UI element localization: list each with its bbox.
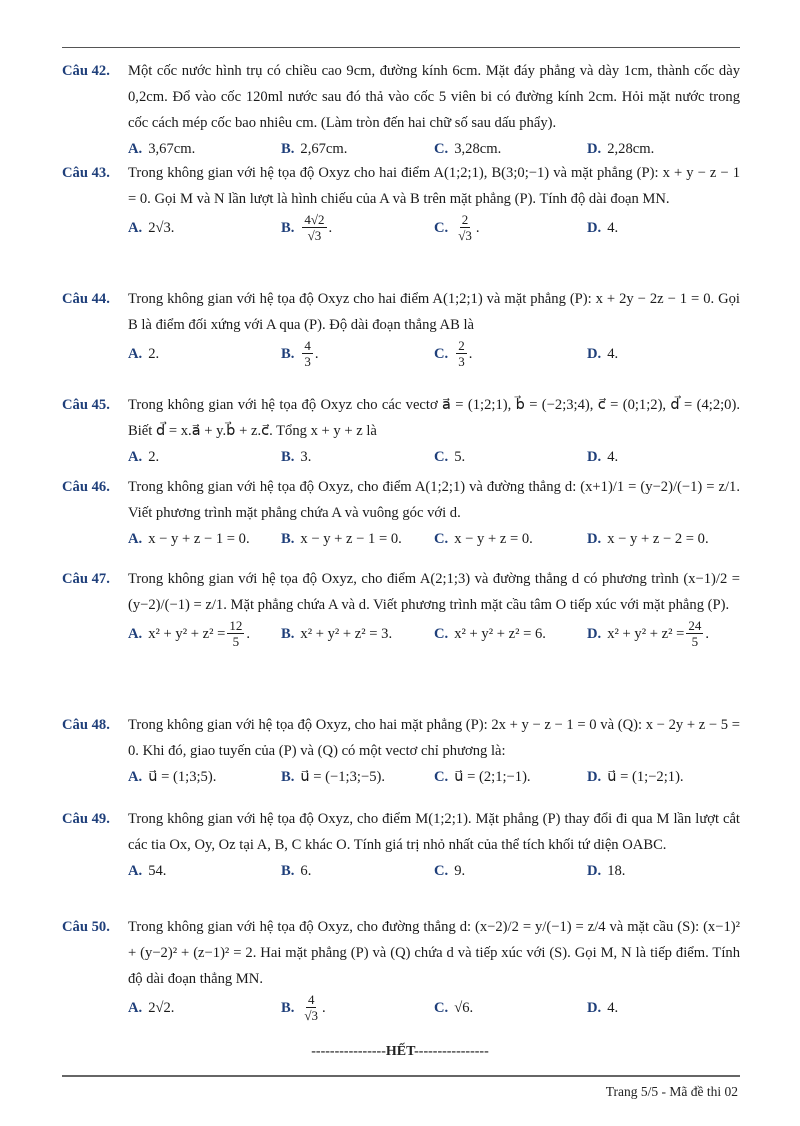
question-label: Câu 47. bbox=[62, 571, 110, 587]
fraction bbox=[302, 338, 313, 369]
answer-options bbox=[128, 858, 740, 884]
answer-options bbox=[128, 444, 740, 470]
option-value: u⃗ = (1;3;5). bbox=[148, 769, 217, 785]
option-label: C. bbox=[434, 531, 449, 547]
option-label: D. bbox=[587, 999, 602, 1016]
fraction-numerator: 2 bbox=[458, 338, 465, 353]
option-prefix: x² + y² + z² = bbox=[148, 625, 226, 642]
fraction bbox=[686, 618, 703, 649]
option-label: C. bbox=[434, 999, 449, 1016]
option-suffix: . bbox=[705, 625, 709, 642]
fraction-numerator: 12 bbox=[229, 618, 243, 633]
option-label: B. bbox=[281, 999, 295, 1016]
fraction bbox=[456, 338, 467, 369]
answer-options bbox=[128, 526, 740, 552]
option-c bbox=[434, 212, 587, 243]
fraction-denominator: 5 bbox=[232, 634, 240, 649]
option-value: 4. bbox=[607, 345, 619, 362]
option-value: 5. bbox=[454, 449, 466, 465]
option-label: C. bbox=[434, 219, 449, 236]
option-value: u⃗ = (2;1;−1). bbox=[454, 769, 531, 785]
question-label: Câu 48. bbox=[62, 717, 110, 733]
option-c bbox=[434, 764, 587, 790]
answer-options bbox=[128, 212, 740, 243]
option-suffix: . bbox=[246, 625, 250, 642]
option-label: B. bbox=[281, 769, 295, 785]
option-value: 2,28cm. bbox=[607, 141, 655, 157]
fraction bbox=[302, 212, 326, 243]
option-label: D. bbox=[587, 625, 602, 642]
fraction-denominator: √3 bbox=[307, 228, 322, 243]
question-label: Câu 42. bbox=[62, 63, 110, 79]
option-b bbox=[281, 444, 434, 470]
option-label: B. bbox=[281, 625, 295, 642]
question-label: Câu 46. bbox=[62, 479, 110, 495]
option-a bbox=[128, 338, 281, 369]
option-label: B. bbox=[281, 531, 295, 547]
option-c bbox=[434, 618, 587, 649]
option-suffix: . bbox=[475, 219, 480, 236]
question-44 bbox=[62, 286, 740, 369]
fraction-numerator: 24 bbox=[688, 618, 702, 633]
option-d bbox=[587, 618, 740, 649]
option-d bbox=[587, 764, 740, 790]
option-label: C. bbox=[434, 345, 449, 362]
question-text: Một cốc nước hình trụ có chiều cao 9cm, đường kính 6cm. Mặt đáy phẳng và dày 1cm, thành cốc dày 0,2cm. Đổ vào cốc 120ml nước sau đó thả vào cốc 5 viên bi có đường kính 2cm. Hỏi mặt nước trong cốc cách mép cốc bao nhiêu cm. (Làm tròn đến hai chữ số sau dấu phẩy). bbox=[128, 63, 740, 131]
question-text: Trong không gian với hệ tọa độ Oxyz, cho điểm A(2;1;3) và đường thẳng d có phương trình (x−1)/2 = (y−2)/(−1) = z/1. Mặt phẳng chứa A và d. Viết phương trình mặt cầu tâm O tiếp xúc với mặt phẳng (P). bbox=[128, 571, 740, 613]
question-text: Trong không gian với hệ tọa độ Oxyz, cho hai mặt phẳng (P): 2x + y − z − 1 = 0 và (Q): x − 2y + z − 5 = 0. Khi đó, giao tuyến của (P) và (Q) có một vectơ chỉ phương là: bbox=[128, 717, 740, 759]
option-suffix: . bbox=[322, 999, 326, 1016]
option-value: 2√2. bbox=[148, 999, 175, 1016]
fraction-numerator: 4 bbox=[307, 992, 315, 1007]
option-label: C. bbox=[434, 625, 449, 642]
option-d bbox=[587, 526, 740, 552]
option-value: 6. bbox=[300, 863, 312, 879]
option-b bbox=[281, 618, 434, 649]
option-c bbox=[434, 992, 587, 1023]
option-label: A. bbox=[128, 345, 143, 362]
fraction-denominator: 5 bbox=[691, 634, 699, 649]
option-label: A. bbox=[128, 531, 143, 547]
option-c bbox=[434, 444, 587, 470]
option-label: A. bbox=[128, 863, 143, 879]
answer-options bbox=[128, 136, 740, 162]
option-value: x − y + z − 2 = 0. bbox=[607, 531, 709, 547]
option-a bbox=[128, 764, 281, 790]
option-label: D. bbox=[587, 531, 602, 547]
top-rule bbox=[62, 47, 740, 48]
question-label: Câu 45. bbox=[62, 397, 110, 413]
option-value: 3,67cm. bbox=[148, 141, 196, 157]
option-d bbox=[587, 338, 740, 369]
fraction-numerator: 4 bbox=[304, 338, 311, 353]
option-label: C. bbox=[434, 863, 449, 879]
option-a bbox=[128, 444, 281, 470]
option-value: 2√3. bbox=[148, 219, 175, 236]
option-value: 3,28cm. bbox=[454, 141, 502, 157]
option-b bbox=[281, 764, 434, 790]
option-label: D. bbox=[587, 769, 602, 785]
option-b bbox=[281, 136, 434, 162]
option-label: A. bbox=[128, 769, 143, 785]
option-label: D. bbox=[587, 345, 602, 362]
answer-options bbox=[128, 764, 740, 790]
option-value: u⃗ = (1;−2;1). bbox=[607, 769, 684, 785]
option-value: x − y + z = 0. bbox=[454, 531, 533, 547]
option-label: B. bbox=[281, 345, 295, 362]
option-label: C. bbox=[434, 141, 449, 157]
question-45 bbox=[62, 392, 740, 470]
question-49 bbox=[62, 806, 740, 884]
option-value: √6. bbox=[454, 999, 474, 1016]
option-value: 2. bbox=[148, 345, 160, 362]
option-label: D. bbox=[587, 449, 602, 465]
question-label: Câu 49. bbox=[62, 811, 110, 827]
option-c bbox=[434, 338, 587, 369]
option-label: B. bbox=[281, 219, 295, 236]
option-suffix: . bbox=[328, 219, 333, 236]
answer-options bbox=[128, 992, 740, 1023]
fraction-denominator: 3 bbox=[304, 354, 311, 369]
option-label: A. bbox=[128, 219, 143, 236]
option-label: D. bbox=[587, 219, 602, 236]
question-label: Câu 43. bbox=[62, 165, 110, 181]
option-d bbox=[587, 212, 740, 243]
option-label: B. bbox=[281, 141, 295, 157]
question-47 bbox=[62, 566, 740, 649]
option-value: x² + y² + z² = 3. bbox=[300, 625, 393, 642]
option-label: B. bbox=[281, 863, 295, 879]
fraction-denominator: √3 bbox=[304, 1008, 319, 1023]
fraction-denominator: 3 bbox=[458, 354, 465, 369]
option-value: 4. bbox=[607, 999, 619, 1016]
option-label: D. bbox=[587, 863, 602, 879]
answer-options bbox=[128, 338, 740, 369]
option-c bbox=[434, 526, 587, 552]
option-a bbox=[128, 212, 281, 243]
option-label: C. bbox=[434, 449, 449, 465]
option-d bbox=[587, 858, 740, 884]
question-label: Câu 50. bbox=[62, 919, 110, 935]
fraction bbox=[227, 618, 244, 649]
option-value: 4. bbox=[607, 219, 619, 236]
option-value: 2. bbox=[148, 449, 160, 465]
option-d bbox=[587, 992, 740, 1023]
question-text: Trong không gian với hệ tọa độ Oxyz, cho điểm M(1;2;1). Mặt phẳng (P) thay đổi đi qua M lần lượt cắt các tia Ox, Oy, Oz tại A, B, C khác O. Tính giá trị nhỏ nhất của thể tích khối tứ diện OABC. bbox=[128, 811, 740, 853]
option-a bbox=[128, 618, 281, 649]
option-d bbox=[587, 136, 740, 162]
option-a bbox=[128, 858, 281, 884]
option-b bbox=[281, 992, 434, 1023]
fraction-numerator: 4√2 bbox=[304, 212, 325, 227]
question-text: Trong không gian với hệ tọa độ Oxyz, cho điểm A(1;2;1) và đường thẳng d: (x+1)/1 = (y−2)/(−1) = z/1. Viết phương trình mặt phẳng chứa A và vuông góc với d. bbox=[128, 479, 740, 521]
option-value: u⃗ = (−1;3;−5). bbox=[300, 769, 385, 785]
option-value: 18. bbox=[607, 863, 626, 879]
option-d bbox=[587, 444, 740, 470]
question-42 bbox=[62, 58, 740, 162]
question-text: Trong không gian với hệ tọa độ Oxyz, cho đường thẳng d: (x−2)/2 = y/(−1) = z/4 và mặt cầu (S): (x−1)² + (y−2)² + (z−1)² = 2. Hai mặt phẳng (P) và (Q) chứa d và tiếp xúc với (S). Gọi M, N là tiếp điểm. Tính độ dài đoạn thẳng MN. bbox=[128, 919, 740, 987]
option-label: A. bbox=[128, 449, 143, 465]
question-48 bbox=[62, 712, 740, 790]
option-prefix: x² + y² + z² = bbox=[607, 625, 685, 642]
option-b bbox=[281, 526, 434, 552]
question-label: Câu 44. bbox=[62, 291, 110, 307]
question-50 bbox=[62, 914, 740, 1023]
option-b bbox=[281, 858, 434, 884]
option-value: x² + y² + z² = 6. bbox=[454, 625, 546, 642]
fraction-denominator: √3 bbox=[458, 228, 472, 243]
option-value: x − y + z − 1 = 0. bbox=[148, 531, 250, 547]
fraction bbox=[456, 212, 474, 243]
question-text: Trong không gian với hệ tọa độ Oxyz cho hai điểm A(1;2;1) và mặt phẳng (P): x + 2y − 2z − 1 = 0. Gọi B là điểm đối xứng với A qua (P). Độ dài đoạn thẳng AB là bbox=[128, 291, 740, 333]
fraction-numerator: 2 bbox=[461, 212, 469, 227]
option-b bbox=[281, 212, 434, 243]
option-value: 54. bbox=[148, 863, 167, 879]
option-suffix: . bbox=[314, 345, 319, 362]
bottom-rule bbox=[62, 1075, 740, 1077]
question-text: Trong không gian với hệ tọa độ Oxyz cho các vectơ a⃗ = (1;2;1), b⃗ = (−2;3;4), c⃗ = (0;1;2), d⃗ = (4;2;0). Biết d⃗ = x.a⃗ + y.b⃗ + z.c⃗. Tổng x + y + z là bbox=[128, 397, 740, 439]
answer-options bbox=[128, 618, 740, 649]
option-a bbox=[128, 136, 281, 162]
option-c bbox=[434, 136, 587, 162]
option-a bbox=[128, 526, 281, 552]
option-b bbox=[281, 338, 434, 369]
option-value: 4. bbox=[607, 449, 619, 465]
question-43 bbox=[62, 160, 740, 243]
question-46 bbox=[62, 474, 740, 552]
option-value: 2,67cm. bbox=[300, 141, 348, 157]
option-label: A. bbox=[128, 999, 143, 1016]
fraction bbox=[302, 992, 320, 1023]
option-label: B. bbox=[281, 449, 295, 465]
option-a bbox=[128, 992, 281, 1023]
option-label: D. bbox=[587, 141, 602, 157]
page-footer: Trang 5/5 - Mã đề thi 02 bbox=[605, 1084, 738, 1099]
end-mark: ----------------HẾT---------------- bbox=[311, 1044, 489, 1059]
option-value: x − y + z − 1 = 0. bbox=[300, 531, 402, 547]
option-c bbox=[434, 858, 587, 884]
question-text: Trong không gian với hệ tọa độ Oxyz cho hai điểm A(1;2;1), B(3;0;−1) và mặt phẳng (P): x + y − z − 1 = 0. Gọi M và N lần lượt là hình chiếu của A và B trên mặt phẳng (P). Tính độ dài đoạn MN. bbox=[128, 165, 740, 207]
option-value: 9. bbox=[454, 863, 466, 879]
option-label: A. bbox=[128, 625, 143, 642]
option-value: 3. bbox=[300, 449, 312, 465]
option-label: C. bbox=[434, 769, 449, 785]
option-label: A. bbox=[128, 141, 143, 157]
option-suffix: . bbox=[468, 345, 473, 362]
